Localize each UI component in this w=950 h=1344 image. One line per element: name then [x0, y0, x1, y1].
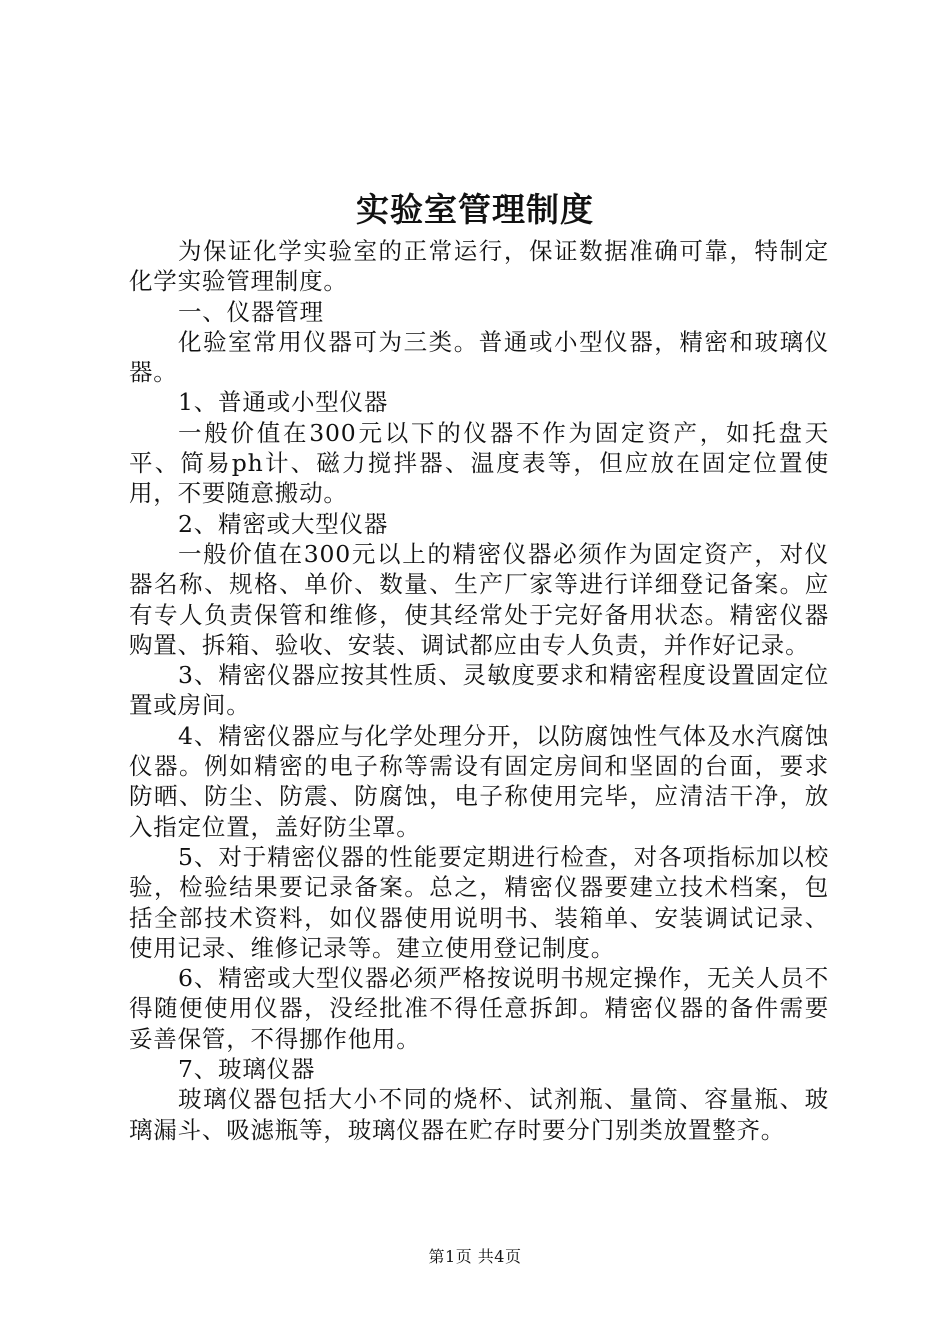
paragraph-precision-instruments: 一般价值在300元以上的精密仪器必须作为固定资产，对仪器名称、规格、单价、数量、生产厂家等进行详细登记备案。应有专人负责保管和维修，使其经常处于完好备用状态。精密仪器购置、拆箱、验收、安装、调试都应由专人负责，并作好记录。	[129, 539, 829, 659]
paragraph-rule-5: 5、对于精密仪器的性能要定期进行检查，对各项指标加以校验，检验结果要记录备案。总之，精密仪器要建立技术档案，包括全部技术资料，如仪器使用说明书、装箱单、安装调试记录、使用记录、维修记录等。建立使用登记制度。	[129, 842, 829, 962]
heading-glass-instruments: 7、玻璃仪器	[178, 1055, 316, 1084]
paragraph-glass-instruments: 玻璃仪器包括大小不同的烧杯、试剂瓶、量筒、容量瓶、玻璃漏斗、吸滤瓶等，玻璃仪器在贮存时要分门别类放置整齐。	[129, 1085, 829, 1144]
paragraph-rule-3: 3、精密仪器应按其性质、灵敏度要求和精密程度设置固定位置或房间。	[129, 661, 829, 720]
document-body	[129, 236, 829, 1145]
paragraph-ordinary-instruments: 一般价值在300元以下的仪器不作为固定资产，如托盘天平、简易ph计、磁力搅拌器、温度表等，但应放在固定位置使用，不要随意搬动。	[129, 418, 829, 508]
heading-precision-instruments: 2、精密或大型仪器	[178, 509, 389, 538]
paragraph-intro: 为保证化学实验室的正常运行，保证数据准确可靠，特制定化学实验管理制度。	[129, 237, 829, 296]
document-title: 实验室管理制度	[356, 190, 594, 229]
paragraph-instrument-categories: 化验室常用仪器可为三类。普通或小型仪器，精密和玻璃仪器。	[129, 327, 829, 387]
paragraph-rule-6: 6、精密或大型仪器必须严格按说明书规定操作，无关人员不得随便使用仪器，没经批准不得任意拆卸。精密仪器的备件需要妥善保管，不得挪作他用。	[129, 964, 829, 1053]
heading-instrument-management: 一、仪器管理	[178, 297, 324, 326]
paragraph-rule-4: 4、精密仪器应与化学处理分开，以防腐蚀性气体及水汽腐蚀仪器。例如精密的电子称等需设有固定房间和坚固的台面，要求防晒、防尘、防震、防腐蚀，电子称使用完毕，应清洁干净，放入指定位置，盖好防尘罩。	[129, 721, 829, 841]
heading-ordinary-instruments: 1、普通或小型仪器	[178, 388, 389, 417]
page-number-footer: 第1页 共4页	[428, 1247, 522, 1266]
